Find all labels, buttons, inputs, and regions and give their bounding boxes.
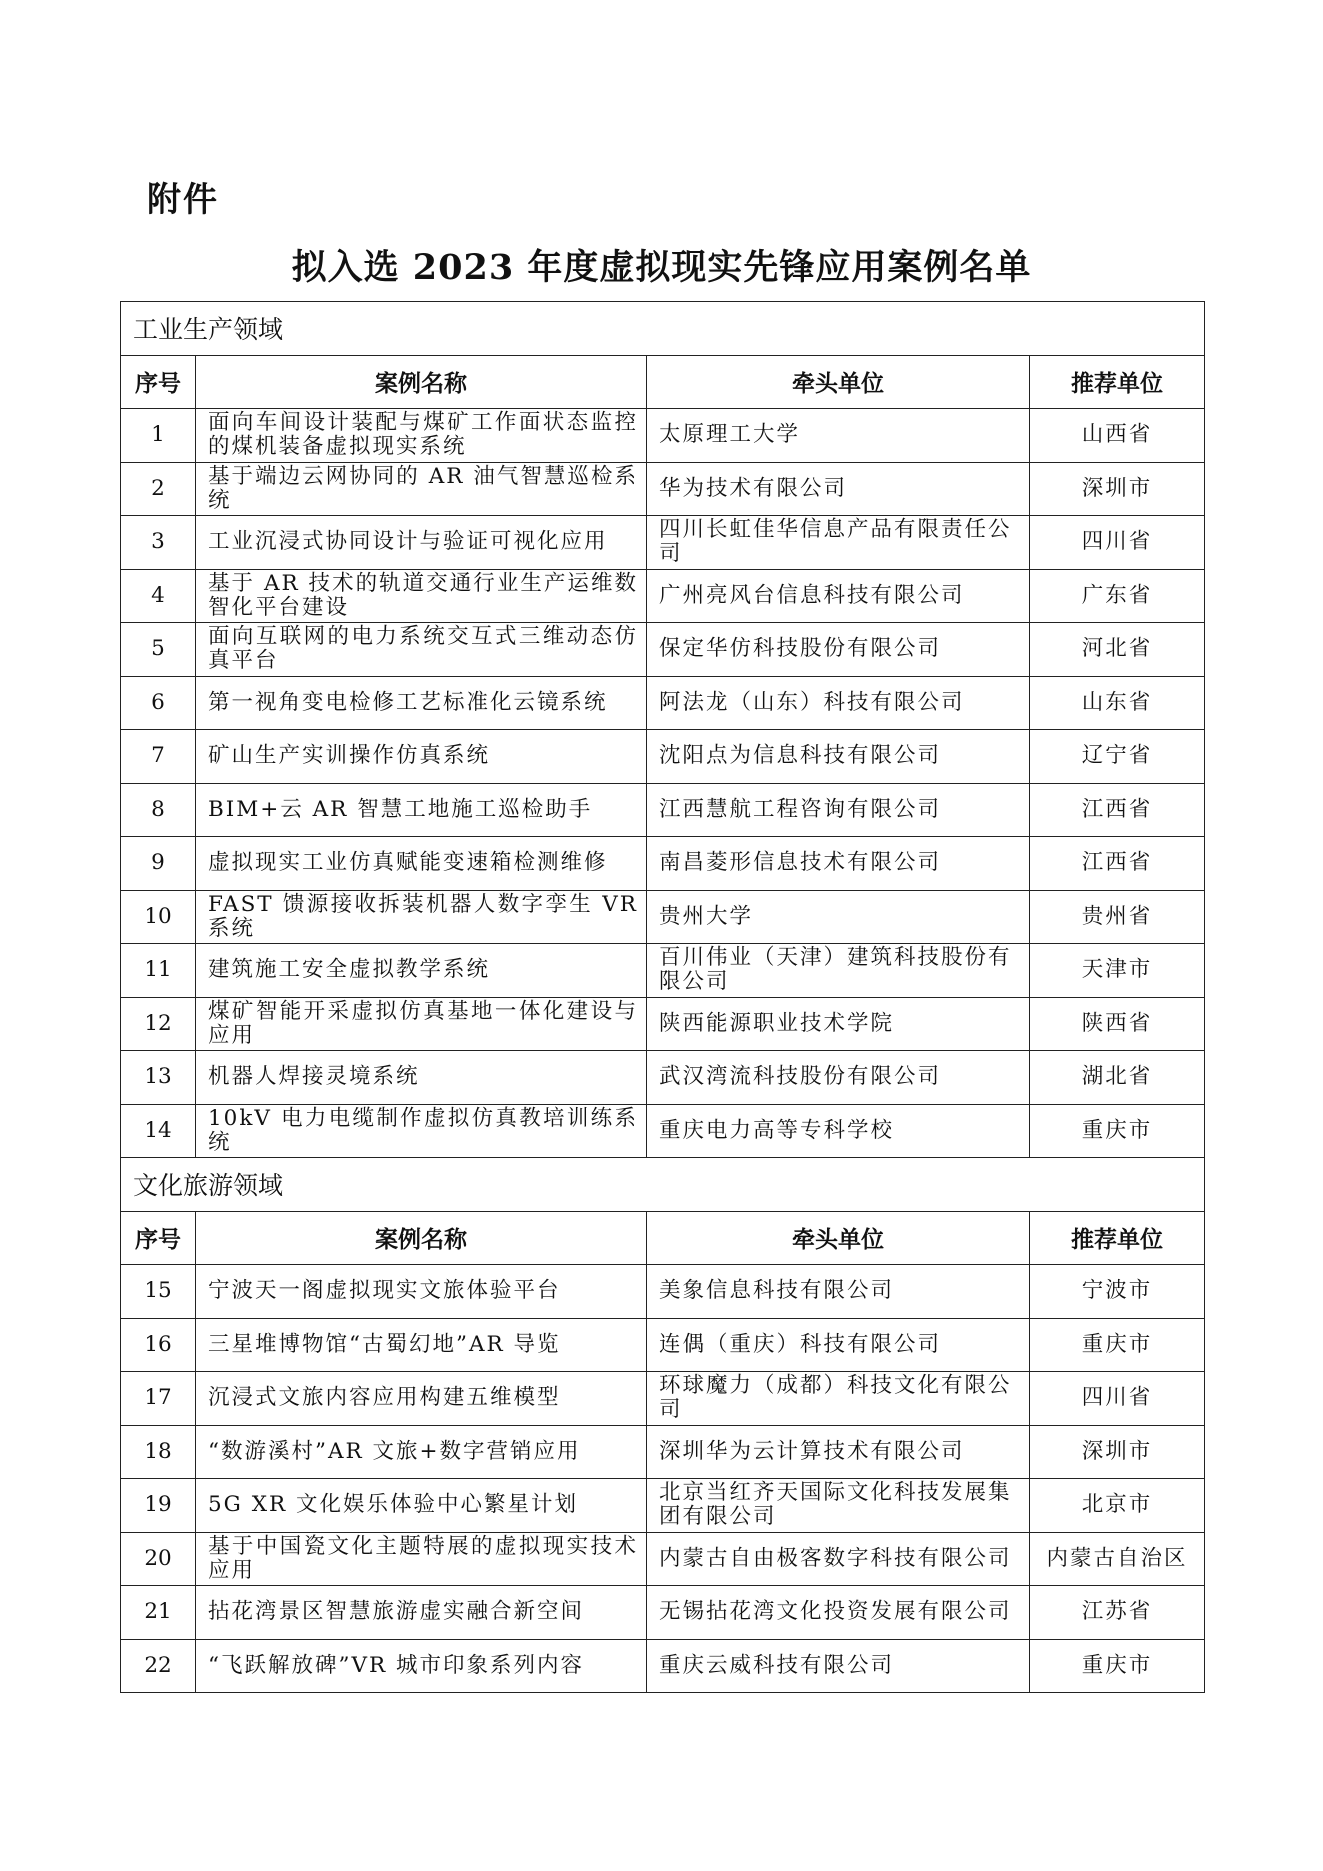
table-row xyxy=(121,837,1205,891)
table-row xyxy=(121,1586,1205,1640)
table-row xyxy=(121,516,1205,570)
cell-no: 20 xyxy=(121,1532,196,1586)
column-header-name: 案例名称 xyxy=(196,1211,647,1265)
cell-no: 19 xyxy=(121,1479,196,1533)
table-row xyxy=(121,783,1205,837)
cell-lead-unit: 无锡拈花湾文化投资发展有限公司 xyxy=(647,1586,1030,1640)
cell-lead-unit: 南昌菱形信息技术有限公司 xyxy=(647,837,1030,891)
cell-case-name: 三星堆博物馆“古蜀幻地”AR 导览 xyxy=(196,1318,647,1372)
cell-case-name: 5G XR 文化娱乐体验中心繁星计划 xyxy=(196,1479,647,1533)
cell-case-name: 第一视角变电检修工艺标准化云镜系统 xyxy=(196,676,647,730)
table-row xyxy=(121,1051,1205,1105)
table-row xyxy=(121,890,1205,944)
table-row xyxy=(121,1372,1205,1426)
table-row xyxy=(121,1532,1205,1586)
cell-no: 6 xyxy=(121,676,196,730)
cell-recommend-unit: 山东省 xyxy=(1030,676,1205,730)
cell-lead-unit: 沈阳点为信息科技有限公司 xyxy=(647,730,1030,784)
cell-lead-unit: 北京当红齐天国际文化科技发展集团有限公司 xyxy=(647,1479,1030,1533)
cell-no: 13 xyxy=(121,1051,196,1105)
cell-no: 22 xyxy=(121,1639,196,1693)
cell-recommend-unit: 陕西省 xyxy=(1030,997,1205,1051)
column-header-lead: 牵头单位 xyxy=(647,355,1030,409)
cell-no: 9 xyxy=(121,837,196,891)
column-header-lead: 牵头单位 xyxy=(647,1211,1030,1265)
cell-no: 11 xyxy=(121,944,196,998)
cell-no: 4 xyxy=(121,569,196,623)
cell-case-name: 拈花湾景区智慧旅游虚实融合新空间 xyxy=(196,1586,647,1640)
cell-case-name: 宁波天一阁虚拟现实文旅体验平台 xyxy=(196,1265,647,1319)
cell-no: 15 xyxy=(121,1265,196,1319)
column-header-no: 序号 xyxy=(121,1211,196,1265)
cell-lead-unit: 重庆电力高等专科学校 xyxy=(647,1104,1030,1158)
table-row xyxy=(121,1318,1205,1372)
cell-recommend-unit: 四川省 xyxy=(1030,1372,1205,1426)
cell-recommend-unit: 宁波市 xyxy=(1030,1265,1205,1319)
cell-case-name: 煤矿智能开采虚拟仿真基地一体化建设与应用 xyxy=(196,997,647,1051)
cell-case-name: 工业沉浸式协同设计与验证可视化应用 xyxy=(196,516,647,570)
column-header-name: 案例名称 xyxy=(196,355,647,409)
cell-recommend-unit: 山西省 xyxy=(1030,409,1205,463)
column-header-recommend: 推荐单位 xyxy=(1030,1211,1205,1265)
cell-case-name: 面向互联网的电力系统交互式三维动态仿真平台 xyxy=(196,623,647,677)
table-row xyxy=(121,409,1205,463)
table-row xyxy=(121,676,1205,730)
cell-lead-unit: 阿法龙（山东）科技有限公司 xyxy=(647,676,1030,730)
table-header-row xyxy=(121,355,1205,409)
cell-no: 16 xyxy=(121,1318,196,1372)
column-header-no: 序号 xyxy=(121,355,196,409)
cell-recommend-unit: 江西省 xyxy=(1030,837,1205,891)
cell-no: 14 xyxy=(121,1104,196,1158)
cell-no: 5 xyxy=(121,623,196,677)
section-heading: 工业生产领域 xyxy=(121,302,1205,356)
table-row xyxy=(121,944,1205,998)
cell-case-name: 机器人焊接灵境系统 xyxy=(196,1051,647,1105)
cell-recommend-unit: 重庆市 xyxy=(1030,1318,1205,1372)
cell-no: 3 xyxy=(121,516,196,570)
cell-case-name: 10kV 电力电缆制作虚拟仿真教培训练系统 xyxy=(196,1104,647,1158)
cell-recommend-unit: 湖北省 xyxy=(1030,1051,1205,1105)
cell-lead-unit: 陕西能源职业技术学院 xyxy=(647,997,1030,1051)
cell-case-name: FAST 馈源接收拆装机器人数字孪生 VR 系统 xyxy=(196,890,647,944)
cell-recommend-unit: 北京市 xyxy=(1030,1479,1205,1533)
cell-lead-unit: 深圳华为云计算技术有限公司 xyxy=(647,1425,1030,1479)
cell-lead-unit: 保定华仿科技股份有限公司 xyxy=(647,623,1030,677)
cell-case-name: 基于端边云网协同的 AR 油气智慧巡检系统 xyxy=(196,462,647,516)
cell-no: 12 xyxy=(121,997,196,1051)
cell-recommend-unit: 天津市 xyxy=(1030,944,1205,998)
cell-lead-unit: 百川伟业（天津）建筑科技股份有限公司 xyxy=(647,944,1030,998)
table-row xyxy=(121,1479,1205,1533)
table-header-row xyxy=(121,1211,1205,1265)
table-row xyxy=(121,1265,1205,1319)
cell-no: 10 xyxy=(121,890,196,944)
cell-recommend-unit: 四川省 xyxy=(1030,516,1205,570)
cell-recommend-unit: 重庆市 xyxy=(1030,1639,1205,1693)
cell-case-name: 基于中国瓷文化主题特展的虚拟现实技术应用 xyxy=(196,1532,647,1586)
cell-lead-unit: 四川长虹佳华信息产品有限责任公司 xyxy=(647,516,1030,570)
cell-lead-unit: 太原理工大学 xyxy=(647,409,1030,463)
cell-lead-unit: 美象信息科技有限公司 xyxy=(647,1265,1030,1319)
cell-case-name: BIM+云 AR 智慧工地施工巡检助手 xyxy=(196,783,647,837)
cell-case-name: 矿山生产实训操作仿真系统 xyxy=(196,730,647,784)
cell-lead-unit: 华为技术有限公司 xyxy=(647,462,1030,516)
cell-lead-unit: 武汉湾流科技股份有限公司 xyxy=(647,1051,1030,1105)
section-heading-row xyxy=(121,1158,1205,1212)
table-row xyxy=(121,569,1205,623)
cell-no: 1 xyxy=(121,409,196,463)
section-heading-row xyxy=(121,302,1205,356)
table-row xyxy=(121,1425,1205,1479)
cell-no: 2 xyxy=(121,462,196,516)
cell-case-name: 建筑施工安全虚拟教学系统 xyxy=(196,944,647,998)
table-row xyxy=(121,730,1205,784)
cell-no: 18 xyxy=(121,1425,196,1479)
cell-case-name: 虚拟现实工业仿真赋能变速箱检测维修 xyxy=(196,837,647,891)
cell-case-name: 面向车间设计装配与煤矿工作面状态监控的煤机装备虚拟现实系统 xyxy=(196,409,647,463)
cell-recommend-unit: 重庆市 xyxy=(1030,1104,1205,1158)
cell-no: 7 xyxy=(121,730,196,784)
cell-case-name: 基于 AR 技术的轨道交通行业生产运维数智化平台建设 xyxy=(196,569,647,623)
cell-recommend-unit: 深圳市 xyxy=(1030,1425,1205,1479)
table-row xyxy=(121,462,1205,516)
cell-case-name: 沉浸式文旅内容应用构建五维模型 xyxy=(196,1372,647,1426)
table-row xyxy=(121,1104,1205,1158)
cell-lead-unit: 内蒙古自由极客数字科技有限公司 xyxy=(647,1532,1030,1586)
cell-lead-unit: 环球魔力（成都）科技文化有限公司 xyxy=(647,1372,1030,1426)
cell-no: 8 xyxy=(121,783,196,837)
cell-case-name: “飞跃解放碑”VR 城市印象系列内容 xyxy=(196,1639,647,1693)
case-list-table xyxy=(120,301,1205,1693)
cell-lead-unit: 重庆云威科技有限公司 xyxy=(647,1639,1030,1693)
cell-lead-unit: 连偶（重庆）科技有限公司 xyxy=(647,1318,1030,1372)
section-heading: 文化旅游领域 xyxy=(121,1158,1205,1212)
table-row xyxy=(121,1639,1205,1693)
column-header-recommend: 推荐单位 xyxy=(1030,355,1205,409)
cell-no: 21 xyxy=(121,1586,196,1640)
table-row xyxy=(121,623,1205,677)
document-title: 拟入选 2023 年度虚拟现实先锋应用案例名单 xyxy=(291,247,1032,288)
cell-lead-unit: 广州亮风台信息科技有限公司 xyxy=(647,569,1030,623)
attachment-label: 附件 xyxy=(147,180,219,220)
cell-case-name: “数游溪村”AR 文旅+数字营销应用 xyxy=(196,1425,647,1479)
cell-recommend-unit: 辽宁省 xyxy=(1030,730,1205,784)
cell-recommend-unit: 深圳市 xyxy=(1030,462,1205,516)
cell-no: 17 xyxy=(121,1372,196,1426)
cell-recommend-unit: 河北省 xyxy=(1030,623,1205,677)
cell-recommend-unit: 内蒙古自治区 xyxy=(1030,1532,1205,1586)
cell-lead-unit: 江西慧航工程咨询有限公司 xyxy=(647,783,1030,837)
cell-recommend-unit: 广东省 xyxy=(1030,569,1205,623)
cell-lead-unit: 贵州大学 xyxy=(647,890,1030,944)
table-row xyxy=(121,997,1205,1051)
cell-recommend-unit: 江苏省 xyxy=(1030,1586,1205,1640)
cell-recommend-unit: 贵州省 xyxy=(1030,890,1205,944)
cell-recommend-unit: 江西省 xyxy=(1030,783,1205,837)
